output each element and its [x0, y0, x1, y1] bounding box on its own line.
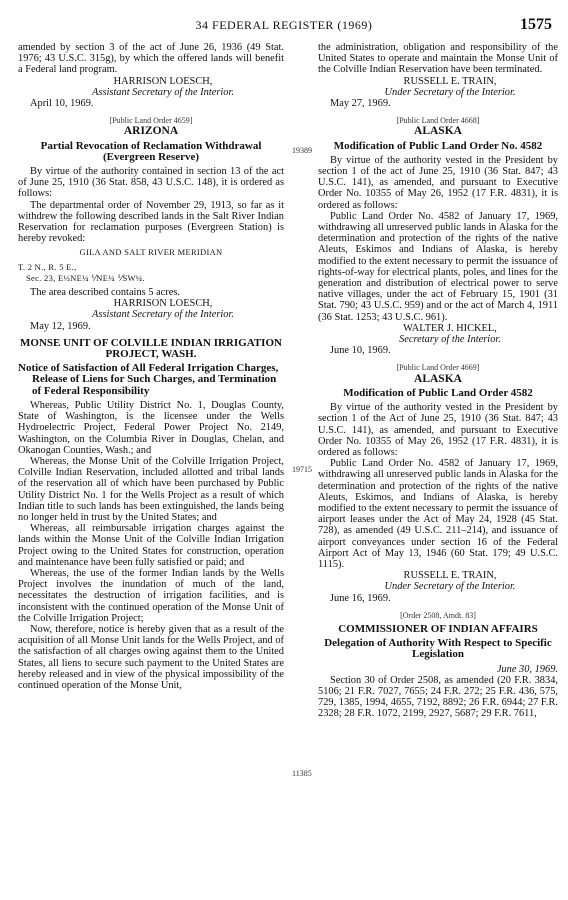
- signature-name: HARRISON LOESCH,: [113, 298, 213, 310]
- running-head: 34 FEDERAL REGISTER (1969): [195, 18, 373, 32]
- signature-name: RUSSELL E. TRAIN,: [403, 75, 497, 87]
- paragraph: amended by section 3 of the act of June 26, 1936 (49 Stat. 1976; 43 U.S.C. 315g), by which the offered lands will benefit a Federal land program.: [18, 42, 284, 76]
- paragraph: Whereas, the use of the former Indian lands by the Wells Project involves the inundation of much of the land, necessitates the destruction of irrigation facilities, and is inconsistent with the continued operation of the Monse Unit of the Colville Irrigation Project;: [18, 567, 284, 624]
- document-title: Notice of Satisfaction of All Federal Irrigation Charges, Release of Liens for Such Charges, and Termination of Federal Responsibility: [18, 362, 279, 397]
- section-heading: MONSE UNIT OF COLVILLE INDIAN IRRIGATION PROJECT, WASH.: [20, 336, 282, 361]
- paragraph: Now, therefore, notice is hereby given that as a result of the acquisition of all Monse Unit lands for the Wells Project, and of the satisfaction of all charges owing against them to the United States, all liens to secure such payment to the United States are hereby released and in view of the physical impossibility of the continued operation of the Monse Unit,: [18, 623, 284, 691]
- legal-description: T. 2 N., R. 5 E.,: [18, 261, 77, 272]
- signature-date: April 10, 1969.: [30, 98, 94, 110]
- signature-title: Assistant Secretary of the Interior.: [92, 86, 234, 98]
- order-number: [Public Land Order 4659]: [109, 116, 193, 126]
- right-column: [318, 42, 558, 720]
- signature-date: May 27, 1969.: [330, 98, 391, 110]
- paragraph: Public Land Order No. 4582 of January 17, 1969, withdrawing all unreserved public lands in Alaska for the determination and protection of the rights of the native Aleuts, Eskimos and Indians of Alaska, is hereby modified to the extent necessary to permit the issuance of rights-of-way for electrical plants, poles, and lines for the generation and distribution of electrical power to serve native villages, under the act of February 15, 1901 (31 Stat. 790; 43 U.S.C. 959) and or the act of March 4, 1911 (36 Stat. 1253; 43 U.S.C. 961).: [318, 210, 558, 323]
- date-line: June 30, 1969.: [496, 663, 558, 675]
- signature-name: RUSSELL E. TRAIN,: [403, 570, 497, 582]
- paragraph: Whereas, all reimbursable irrigation charges against the lands within the Monse Unit of the Colville Indian Irrigation Project owing to the United States for construction, operation and maintenance have been fully satisfied or paid; and: [18, 523, 284, 568]
- margin-note: 11385: [292, 769, 312, 778]
- section-heading: ARIZONA: [123, 125, 179, 138]
- signature-date: June 10, 1969.: [330, 345, 391, 357]
- document-title: Modification of Public Land Order No. 4582: [333, 139, 543, 152]
- page-header: [0, 16, 568, 38]
- paragraph: The departmental order of November 29, 1913, so far as it withdrew the following described lands in the Salt River Indian Reservation for reclamation purposes (Evergreen Station) is hereby revoked:: [18, 199, 284, 245]
- signature-title: Assistant Secretary of the Interior.: [92, 309, 234, 321]
- signature-title: Under Secretary of the Interior.: [384, 86, 516, 98]
- paragraph: The area described contains 5 acres.: [30, 287, 181, 299]
- document-title: Delegation of Authority With Respect to Specific Legislation: [324, 637, 552, 661]
- order-number: [Public Land Order 4669]: [396, 363, 480, 373]
- signature-title: Under Secretary of the Interior.: [384, 581, 516, 593]
- signature-name: HARRISON LOESCH,: [113, 75, 213, 87]
- legal-description: Sec. 23, E½NE¼ ⅟NE¼ ⅟SW¼.: [26, 272, 145, 283]
- paragraph: Public Land Order No. 4582 of January 17, 1969, withdrawing all unreserved public lands in Alaska for the determination and protection of the rights of the native Aleuts, Eskimos, and Indians of Alaska, is hereby modified to the extent necessary to permit the issuance of airport leases under the Act of May 24, 1928 (45 Stat. 728), as amended (49 U.S.C. 211–214), and issuance of airport conveyances under section 16 of the Federal Airport Act of May 13, 1946 (60 Stat. 179; 49 U.S.C. 1115).: [318, 458, 558, 570]
- document-title: Modification of Public Land Order 4582: [343, 386, 533, 399]
- signature-title: Secretary of the Interior.: [399, 334, 501, 346]
- signature-name: WALTER J. HICKEL,: [403, 322, 497, 334]
- page-number: 1575: [520, 16, 552, 33]
- section-heading: ALASKA: [414, 125, 462, 138]
- left-column: [18, 42, 284, 691]
- document-title: Partial Revocation of Reclamation Withdrawal (Evergreen Reserve): [40, 139, 262, 163]
- paragraph: the administration, obligation and responsibility of the United States to operate and maintain the Monse Unit of the Colville Indian Reservation have been terminated.: [318, 42, 558, 76]
- margin-note: 19389: [292, 146, 312, 155]
- section-heading: ALASKA: [414, 372, 462, 385]
- signature-date: May 12, 1969.: [30, 320, 91, 332]
- margin-note: 19715: [292, 465, 312, 474]
- order-number: [Order 2508, Amdt. 83]: [400, 610, 476, 620]
- paragraph: Whereas, Public Utility District No. 1, Douglas County, State of Washington, is the licensee under the Wells Hydroelectric Project, Federal Power Project No. 2149, Washington, on the Columbia River in Douglas, Chelan, and Okanogan Counties, Wash.; and: [18, 399, 284, 456]
- paragraph: By virtue of the authority vested in the President by section 1 of the Act of June 25, 1910 (36 Stat. 847; 43 U.S.C. 141), as amended, and pursuant to Executive Order No. 10355 of May 26, 1952 (17 F.R. 4831), it is ordered as follows:: [318, 402, 558, 458]
- meridian-heading: GILA AND SALT RIVER MERIDIAN: [79, 247, 223, 258]
- paragraph: By virtue of the authority contained in section 13 of the act of June 25, 1910 (36 Stat. 858, 43 U.S.C. 148), it is ordered as follows:: [18, 166, 284, 200]
- paragraph: By virtue of the authority vested in the President by section 1 of the act of June 25, 1910 (36 Stat. 847; 43 U.S.C. 141), as amended, and pursuant to Executive Order No. 10355 of May 26, 1952 (17 F.R. 4831), it is ordered as follows:: [318, 154, 558, 211]
- paragraph: Section 30 of Order 2508, as amended (20 F.R. 3834, 5106; 21 F.R. 7027, 7655; 24 F.R. 272; 25 F.R. 436, 575, 729, 1385, 1994, 4655, 7192, 8892; 26 F.R. 6944; 27 F.R. 2328; 28 F.R. 1072, 2199, 2927, 5687; 29 F.R. 7611,: [318, 674, 558, 720]
- section-heading: COMMISSIONER OF INDIAN AFFAIRS: [338, 622, 538, 635]
- paragraph: Whereas, the Monse Unit of the Colville Irrigation Project, Colville Indian Reservation, included allotted and tribal lands of the reservation all of which have been purchased by Public Utility District No. 1 for the Wells Project as a result of which Indian title to such lands has been extinguished, the lands being no longer held in trust by the United States; and: [18, 455, 284, 523]
- signature-date: June 16, 1969.: [330, 592, 391, 604]
- order-number: [Public Land Order 4668]: [396, 116, 480, 126]
